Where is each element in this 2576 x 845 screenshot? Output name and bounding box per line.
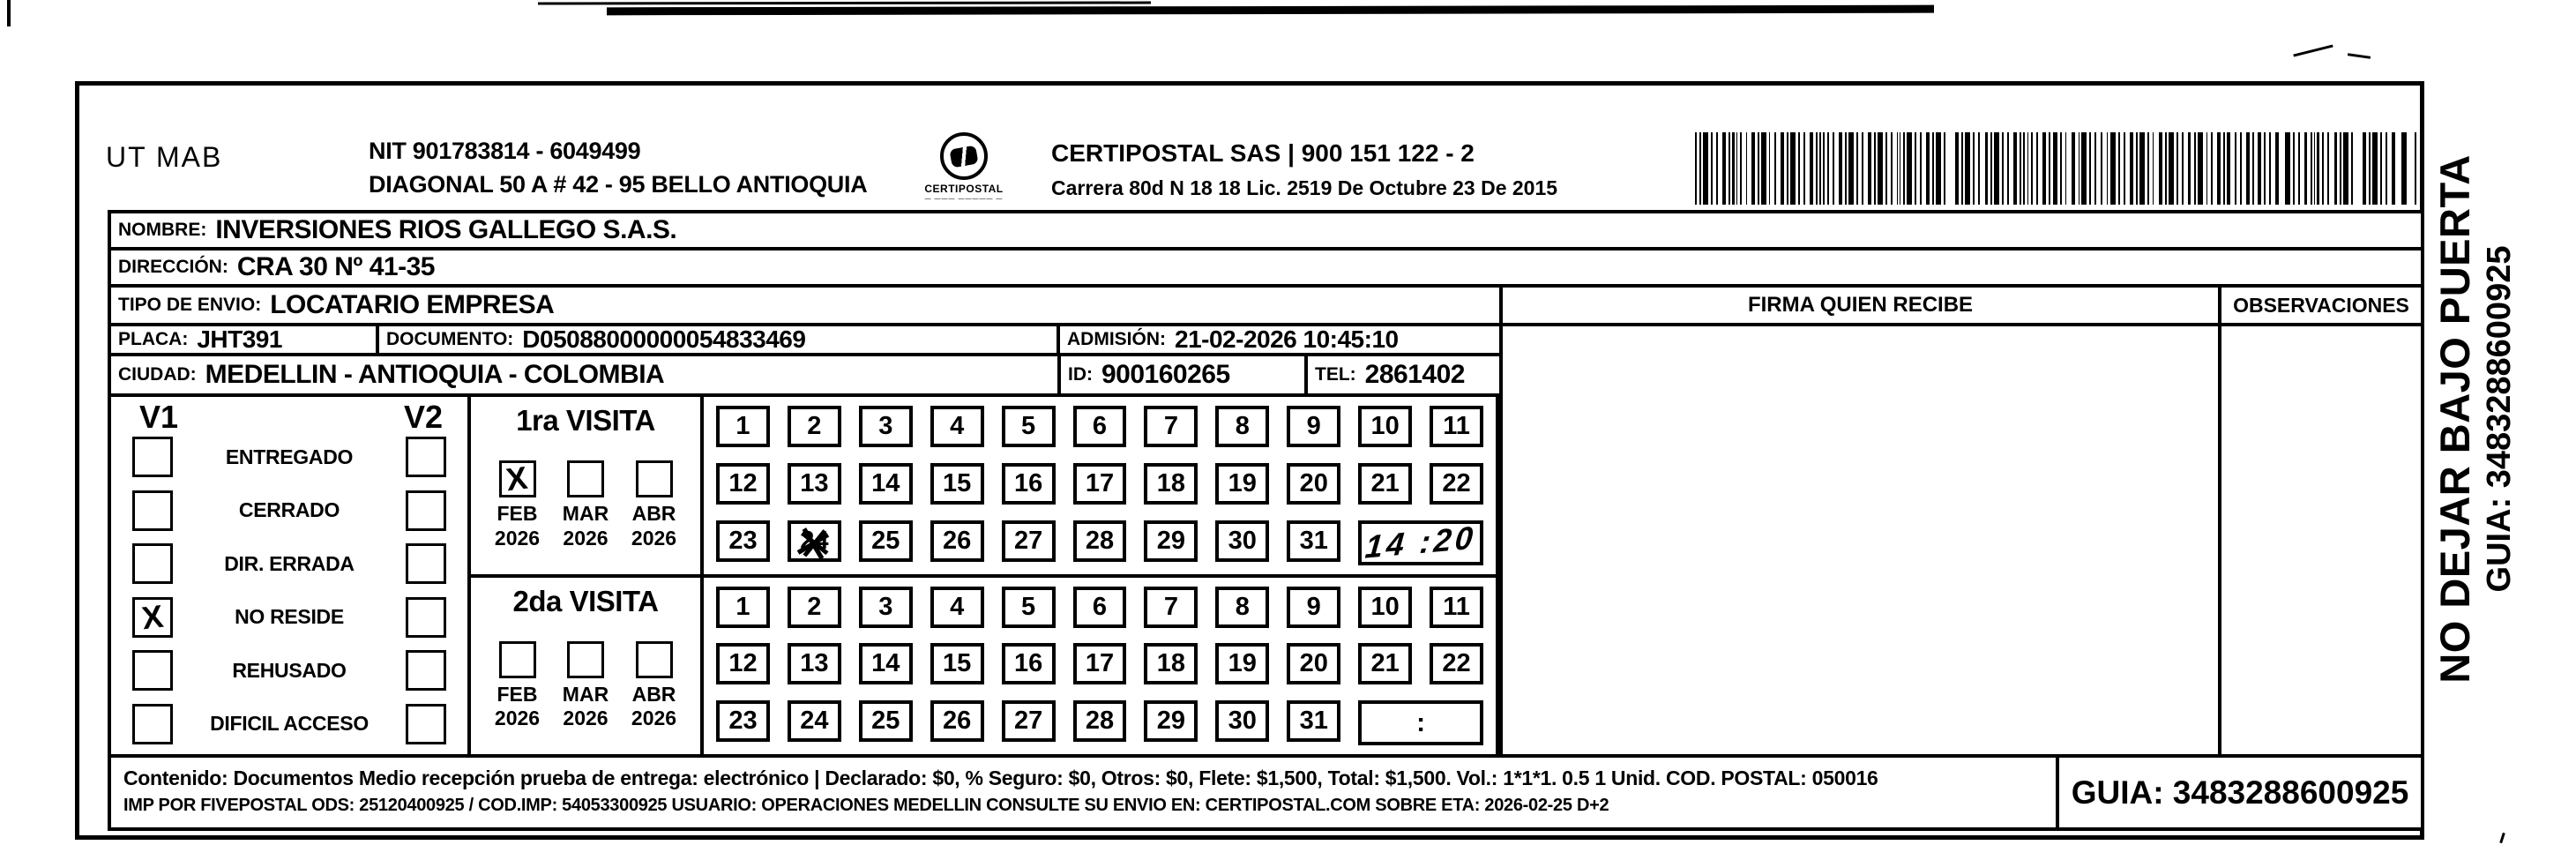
month-abr <box>623 460 685 550</box>
ciudad-label: CIUDAD: <box>118 364 197 385</box>
calendar-day-cell: 30 <box>1215 700 1269 742</box>
tipo-envio-value: LOCATARIO EMPRESA <box>270 290 555 319</box>
checkbox-first-abr <box>636 460 673 497</box>
checkbox-v2-rehusado <box>406 650 446 691</box>
side-note-rotated <box>2430 81 2519 757</box>
nit-line: NIT 901783814 - 6049499 <box>369 138 641 164</box>
direccion-value: CRA 30 Nº 41-35 <box>236 252 435 281</box>
id-label: ID: <box>1068 364 1093 385</box>
signature-header <box>1503 288 2421 326</box>
calendar-day-cell: 12 <box>716 463 770 505</box>
status-row-cerrado <box>111 490 467 531</box>
documento-value: D05088000000054833469 <box>522 325 806 353</box>
status-label: DIR. ERRADA <box>224 551 355 575</box>
calendar-day-cell: 10 <box>1358 587 1412 628</box>
scan-speck <box>2293 44 2333 56</box>
calendar-day-cell: 27 <box>1002 520 1056 562</box>
checkbox-first-mar <box>567 460 604 497</box>
calendar-day-cell: 18 <box>1144 643 1198 684</box>
documento-cell <box>376 326 1057 353</box>
nombre-label: NOMBRE: <box>118 220 207 240</box>
calendar-day-cell: 14 <box>859 643 913 684</box>
checkbox-v1-rehusado <box>132 650 173 691</box>
calendar-day-cell: 14 <box>859 463 913 505</box>
placa-value: JHT391 <box>197 325 282 353</box>
first-visit-title: 1ra VISITA <box>516 404 655 437</box>
visit-status-box <box>108 393 471 758</box>
checkbox-v2-dir-errada <box>406 543 446 584</box>
calendar-day-cell: 3 <box>859 406 913 447</box>
checkbox-v1-dificil-acceso <box>132 704 173 744</box>
second-visit-cell <box>471 578 700 755</box>
month-abr <box>623 641 685 731</box>
calendar-day-cell: 2 <box>788 587 841 628</box>
month-year: 2026 <box>494 526 541 550</box>
empty-time-colon: : <box>1416 707 1426 737</box>
calendar-day-cell: 16 <box>1002 463 1056 505</box>
calendar-day-cell: 28 <box>1073 700 1127 742</box>
logo-tagline: — ——— ————— — <box>924 196 1004 202</box>
calendar-day-cell: 7 <box>1144 587 1198 628</box>
checkbox-second-feb <box>499 641 536 678</box>
calendar-day-cell: 17 <box>1073 643 1127 684</box>
certipostal-logo <box>907 132 1021 202</box>
admision-label: ADMISIÓN: <box>1067 329 1166 349</box>
barcode <box>1693 132 2418 205</box>
documento-label: DOCUMENTO: <box>386 329 514 349</box>
side-guia-number: GUIA: 3483288600925 <box>2481 245 2518 593</box>
month-feb <box>487 641 549 731</box>
row-tipo-envio <box>108 284 1503 326</box>
calendar-day-cell: 29 <box>1144 520 1198 562</box>
calendar-day-cell: 9 <box>1287 406 1340 447</box>
calendar-first-visit <box>704 397 1496 578</box>
calendar-day-cell: 7 <box>1144 406 1198 447</box>
month-mar <box>555 641 616 731</box>
calendar-day-cell: 25 <box>859 520 913 562</box>
scan-speck <box>2348 53 2371 59</box>
logo-text: CERTIPOSTAL <box>924 183 1004 195</box>
signature-section <box>1499 284 2424 761</box>
calendar-day-cell: ✕ 24 ✕ <box>788 520 841 562</box>
checkbox-v1-entregado <box>132 437 173 477</box>
status-row-no-reside <box>111 597 467 638</box>
calendar-day-cell: 12 <box>716 643 770 684</box>
checkbox-second-mar <box>567 641 604 678</box>
scan-artifact-line <box>607 5 1934 16</box>
license-line: Carrera 80d N 18 18 Lic. 2519 De Octubre 23 De 2015 <box>1051 176 1558 199</box>
no-dejar-bajo-puerta-text: NO DEJAR BAJO PUERTA <box>2431 154 2478 684</box>
calendar-day-cell: 16 <box>1002 643 1056 684</box>
checkbox-v2-entregado <box>406 437 446 477</box>
handwritten-x-mark: X <box>139 597 166 637</box>
calendar-day-cell: 10 <box>1358 406 1412 447</box>
nombre-value: INVERSIONES RIOS GALLEGO S.A.S. <box>215 215 677 244</box>
checkbox-second-abr <box>636 641 673 678</box>
first-visit-cell <box>471 397 700 578</box>
second-visit-title: 2da VISITA <box>512 584 659 617</box>
calendar-day-cell: 5 <box>1002 406 1056 447</box>
calendar-day-cell: 19 <box>1215 643 1269 684</box>
ciudad-cell <box>111 356 1057 393</box>
second-visit-time-box <box>1358 700 1483 745</box>
placa-cell <box>111 326 376 353</box>
checkbox-v2-cerrado <box>406 490 446 531</box>
calendar-day-cell: 26 <box>930 520 984 562</box>
tel-label: TEL: <box>1315 364 1356 385</box>
id-cell <box>1057 356 1304 393</box>
calendar-day-cell: 6 <box>1073 587 1127 628</box>
v2-header: V2 <box>403 399 443 435</box>
calendar-second-visit <box>704 578 1496 755</box>
calendar-day-cell: 4 <box>930 587 984 628</box>
scan-speck <box>2499 833 2505 843</box>
calendar-day-cell: 23 <box>716 700 770 742</box>
calendar-day-cell: 22 <box>1430 463 1483 505</box>
month-feb <box>487 460 549 550</box>
calendar-day-cell: 15 <box>930 463 984 505</box>
calendar-day-cell: 15 <box>930 643 984 684</box>
row-placa-documento-admision <box>108 323 1503 356</box>
calendar-day-cell: 31 <box>1287 520 1340 562</box>
checkbox-first-feb <box>499 460 536 497</box>
calendar-day-cell: 8 <box>1215 587 1269 628</box>
calendar-day-cell: 23 <box>716 520 770 562</box>
row-ciudad-id-tel <box>108 353 1503 397</box>
calendar-day-cell: 30 <box>1215 520 1269 562</box>
month-year: 2026 <box>563 526 609 550</box>
status-label: CERRADO <box>238 498 340 522</box>
status-row-entregado <box>111 437 467 477</box>
calendar-day-cell: 5 <box>1002 587 1056 628</box>
calendar-day-cell: 20 <box>1287 643 1340 684</box>
direccion-label: DIRECCIÓN: <box>118 257 228 277</box>
calendar-day-cell: 3 <box>859 587 913 628</box>
calendar-day-cell: 25 <box>859 700 913 742</box>
status-label: ENTREGADO <box>225 445 354 468</box>
status-label: DIFICIL ACCESO <box>210 712 369 736</box>
calendar-day-cell: 21 <box>1358 643 1412 684</box>
tel-value: 2861402 <box>1364 360 1465 389</box>
calendar-day-cell: 4 <box>930 406 984 447</box>
calendar-day-cell: 1 <box>716 406 770 447</box>
scan-artifact-line <box>538 2 1151 5</box>
checkbox-v2-no-reside <box>406 597 446 638</box>
calendar-day-cell: 13 <box>788 463 841 505</box>
month-name: FEB <box>497 502 538 525</box>
org-name: UT MAB <box>106 141 223 173</box>
calendar-day-cell: 13 <box>788 643 841 684</box>
calendar-day-cell: 2 <box>788 406 841 447</box>
month-year: 2026 <box>494 707 541 730</box>
tipo-envio-label: TIPO DE ENVIO: <box>118 295 262 315</box>
admision-value: 21-02-2026 10:45:10 <box>1175 325 1399 353</box>
ciudad-value: MEDELLIN - ANTIOQUIA - COLOMBIA <box>205 360 665 389</box>
visit-calendars <box>700 393 1499 758</box>
v1-header: V1 <box>139 399 179 435</box>
tel-cell <box>1304 356 1499 393</box>
calendar-day-cell: 21 <box>1358 463 1412 505</box>
status-row-dir-errada <box>111 543 467 584</box>
company-line: CERTIPOSTAL SAS | 900 151 122 - 2 <box>1051 139 1475 167</box>
calendar-day-cell: 9 <box>1287 587 1340 628</box>
month-name: ABR <box>631 682 676 706</box>
status-rows <box>111 430 467 751</box>
month-year: 2026 <box>631 707 677 730</box>
firma-quien-recibe-header: FIRMA QUIEN RECIBE <box>1747 293 1974 317</box>
month-year: 2026 <box>631 526 677 550</box>
calendar-day-cell: 28 <box>1073 520 1127 562</box>
month-mar <box>555 460 616 550</box>
signature-column-divider <box>2218 326 2221 758</box>
placa-label: PLACA: <box>118 329 189 349</box>
calendar-day-cell: 11 <box>1430 406 1483 447</box>
row-direccion <box>108 247 2424 288</box>
calendar-day-cell: 1 <box>716 587 770 628</box>
observaciones-header: OBSERVACIONES <box>2218 288 2421 323</box>
checkbox-v1-no-reside <box>132 597 173 638</box>
guia-number-box: GUIA: 3483288600925 <box>2056 754 2424 831</box>
status-label: REHUSADO <box>232 658 347 682</box>
sender-address-line: DIAGONAL 50 A # 42 - 95 BELLO ANTIOQUIA <box>369 171 868 198</box>
id-value: 900160265 <box>1101 360 1230 389</box>
calendar-day-cell: 24 <box>788 700 841 742</box>
calendar-day-cell: 29 <box>1144 700 1198 742</box>
calendar-day-cell: 11 <box>1430 587 1483 628</box>
status-label: NO RESIDE <box>235 605 344 629</box>
calendar-day-cell: 6 <box>1073 406 1127 447</box>
row-nombre <box>108 210 2424 251</box>
footer-imp-line: IMP POR FIVEPOSTAL ODS: 25120400925 / COD.IMP: 54053300925 USUARIO: OPERACIONES MEDELLIN CONSULTE SU ENVIO EN: CERTIPOSTAL.COM SOBRE ETA: 2026-02-25 D+2 <box>123 796 1609 815</box>
month-year: 2026 <box>563 707 609 730</box>
certipostal-logo-icon <box>940 132 988 180</box>
logo-glyph-icon <box>949 145 978 168</box>
status-row-rehusado <box>111 650 467 691</box>
footer-details-box <box>108 754 2059 831</box>
checkbox-v2-dificil-acceso <box>406 704 446 744</box>
admision-cell <box>1057 326 1499 353</box>
first-visit-months <box>471 460 700 550</box>
calendar-day-cell: 18 <box>1144 463 1198 505</box>
handwritten-time: 14 :20 <box>1363 519 1478 565</box>
visit-label-column <box>467 393 704 758</box>
second-visit-months <box>471 641 700 731</box>
status-row-dificil-acceso <box>111 704 467 744</box>
calendar-day-cell: 8 <box>1215 406 1269 447</box>
first-visit-time-box <box>1358 520 1483 565</box>
calendar-day-cell: 19 <box>1215 463 1269 505</box>
calendar-day-cell: 17 <box>1073 463 1127 505</box>
calendar-day-cell: 31 <box>1287 700 1340 742</box>
checkbox-v1-cerrado <box>132 490 173 531</box>
handwritten-x-mark: X <box>504 459 530 498</box>
calendar-day-cell: 27 <box>1002 700 1056 742</box>
month-name: FEB <box>497 682 538 706</box>
footer-contenido-line: Contenido: Documentos Medio recepción prueba de entrega: electrónico | Declarado: $0, % Seguro: $0, Otros: $0, Flete: $1,500, Total: $1,500. Vol.: 1*1*1. 0.5 1 Unid. COD. POSTAL: 050016 <box>123 766 1878 789</box>
calendar-day-cell: 26 <box>930 700 984 742</box>
calendar-day-cell: 22 <box>1430 643 1483 684</box>
month-name: ABR <box>631 502 676 525</box>
month-name: MAR <box>562 682 609 706</box>
calendar-day-cell: 20 <box>1287 463 1340 505</box>
checkbox-v1-dir-errada <box>132 543 173 584</box>
month-name: MAR <box>562 502 609 525</box>
scan-artifact-line <box>7 0 11 26</box>
